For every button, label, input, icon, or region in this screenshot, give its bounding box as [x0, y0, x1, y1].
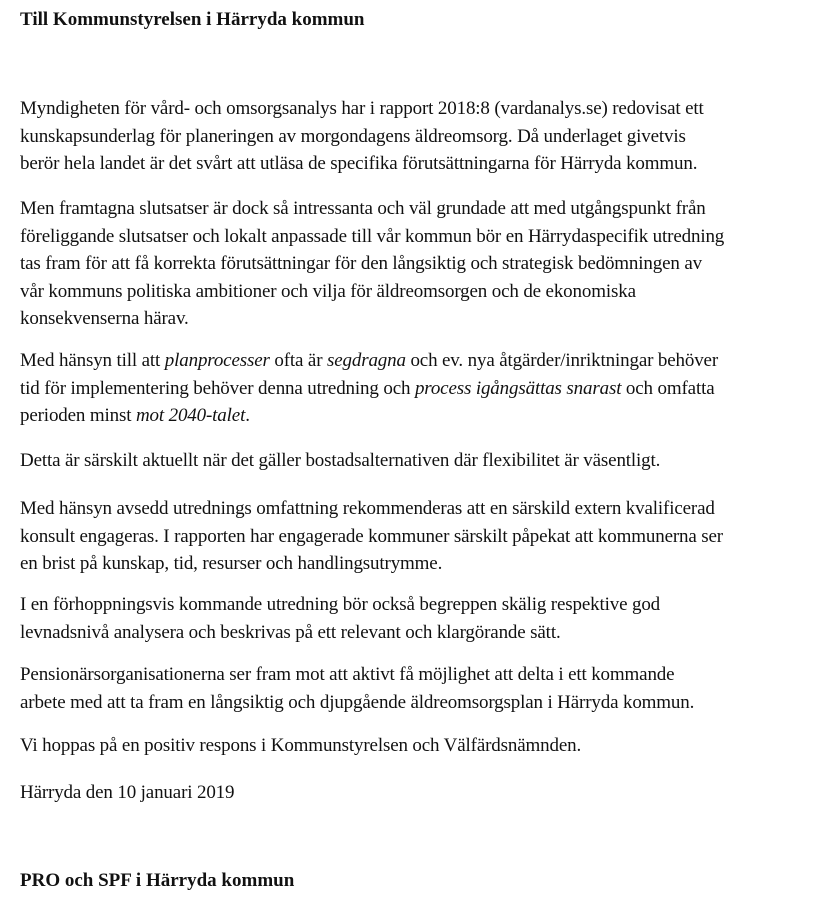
paragraph-4	[20, 447, 812, 475]
text-line: Vi hoppas på en positiv respons i Kommunstyrelsen och Välfärdsnämnden.	[20, 735, 582, 756]
date-text: Härryda den 10 januari 2019	[20, 782, 235, 803]
paragraph-3	[20, 347, 812, 430]
text-line: föreliggande slutsatser och lokalt anpassade till vår kommun bör en Härrydaspecifik utredning	[20, 225, 725, 247]
text-run: .	[245, 405, 250, 426]
date-line	[20, 779, 812, 807]
text-line: konsekvenserna härav.	[20, 308, 189, 329]
emphasis-process: process igångsättas snarast	[414, 377, 622, 399]
text-line: arbete med att ta fram en långsiktig och djupgående äldreomsorgsplan i Härryda kommun.	[20, 691, 695, 713]
text-line: vår kommuns politiska ambitioner och vilja för äldreomsorgen och de ekonomiska	[20, 280, 636, 302]
text-line: en brist på kunskap, tid, resurser och handlingsutrymme.	[20, 553, 443, 574]
paragraph-8	[20, 732, 812, 760]
text-line: Med hänsyn avsedd utrednings omfattning rekommenderas att en särskild extern kvalificerad	[20, 498, 715, 519]
text-line	[20, 375, 812, 403]
text-line: I en förhoppningsvis kommande utredning bör också begreppen skälig respektive god	[20, 594, 661, 615]
text-line: Detta är särskilt aktuellt när det gäller bostadsalternativen där flexibilitet är väsentligt.	[20, 450, 661, 471]
paragraph-7	[20, 661, 812, 716]
signature: PRO och SPF i Härryda kommun	[20, 870, 295, 891]
text-line: Myndigheten för vård- och omsorgsanalys har i rapport 2018:8 (vardanalys.se) redovisat ett	[20, 98, 704, 119]
text-line: kunskapsunderlag för planeringen av morgondagens äldreomsorg. Då underlaget givetvis	[20, 125, 686, 147]
emphasis-2040: mot 2040-talet	[135, 405, 246, 426]
text-run: ofta är	[269, 350, 327, 371]
letter-heading: Till Kommunstyrelsen i Härryda kommun	[20, 9, 365, 30]
text-line: Pensionärsorganisationerna ser fram mot att aktivt få möjlighet att delta i ett kommande	[20, 664, 675, 685]
emphasis-planprocesser: planprocesser	[164, 350, 270, 371]
text-run: perioden minst	[20, 405, 136, 426]
text-line: tas fram för att få korrekta förutsättningar för den långsiktig och strategisk bedömningen av	[20, 253, 702, 274]
text-line	[20, 347, 812, 375]
text-run: tid för implementering behöver denna utredning och	[20, 377, 415, 399]
text-line	[20, 402, 812, 430]
text-line: levnadsnivå analysera och beskrivas på ett relevant och klargörande sätt.	[20, 621, 561, 643]
text-run: och omfatta	[621, 377, 715, 399]
text-line: Men framtagna slutsatser är dock så intressanta och väl grundade att med utgångspunkt från	[20, 198, 706, 219]
text-line: konsult engageras. I rapporten har engagerade kommuner särskilt påpekat att kommunerna ser	[20, 525, 723, 547]
text-line: berör hela landet är det svårt att utläsa de specifika förutsättningarna för Härryda kommun.	[20, 153, 698, 174]
text-run: och ev. nya åtgärder/inriktningar behöver	[405, 350, 719, 371]
paragraph-6	[20, 591, 812, 646]
text-run: Med hänsyn till att	[20, 350, 165, 371]
paragraph-5	[20, 495, 812, 578]
paragraph-2	[20, 195, 812, 333]
paragraph-1	[20, 95, 812, 178]
emphasis-segdragna: segdragna	[326, 350, 406, 371]
